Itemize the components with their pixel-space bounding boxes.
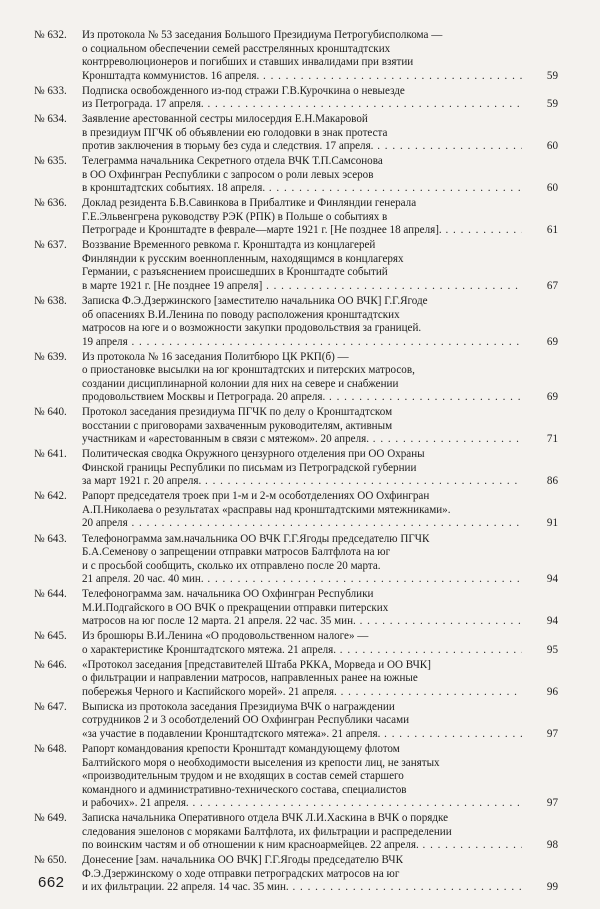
page-reference: 94 xyxy=(546,573,558,586)
title-line: продовольствием Москвы и Петрограда. 20 апреля. . . . xyxy=(82,391,522,405)
title-line: о приостановке высылки на юг кронштадтских и питерских матросов, xyxy=(82,364,415,377)
title-line: восстании с приговорами захваченным руководителям, активным xyxy=(82,419,393,432)
page-reference: 97 xyxy=(546,727,558,740)
toc-entry xyxy=(0,743,600,811)
title-line: А.П.Николаева о результатах «расправы над кронштадтскими мятежниками». xyxy=(82,503,451,516)
toc-entry xyxy=(0,701,600,742)
page-reference: 59 xyxy=(546,98,558,111)
page-reference: 97 xyxy=(546,797,558,809)
page-reference: 96 xyxy=(546,685,558,698)
document-number: № 643. xyxy=(34,532,67,545)
title-line: Петрограде и Кронштадте в феврале—марте 1921 г. [Не позднее 18 апреля]. . . . xyxy=(82,224,522,238)
title-line: 19 апреля . . . xyxy=(82,336,522,350)
title-line: против заключения в тюрьму без суда и следствия. 17 апреля. . . . xyxy=(82,140,522,154)
page-reference: 69 xyxy=(546,391,558,404)
title-line: контрреволюционеров и погибших и ставших инвалидами при взятии xyxy=(82,56,414,68)
page-reference: 94 xyxy=(546,615,558,628)
title-line: и рабочих». 21 апреля. . . . xyxy=(82,797,522,811)
document-number: № 640. xyxy=(34,406,67,419)
page-reference: 99 xyxy=(546,881,558,894)
title-line: Политическая сводка Окружного цензурного отделения при ОО Охраны xyxy=(82,448,425,461)
document-title xyxy=(82,29,522,83)
document-number: № 639. xyxy=(34,350,67,363)
document-number: № 635. xyxy=(34,155,67,168)
title-line: Из брошюры В.И.Ленина «О продовольственном налоге» — xyxy=(82,630,369,643)
toc-entry xyxy=(0,588,600,629)
title-line: в кронштадтских событиях. 18 апреля. . . . xyxy=(82,182,522,196)
title-line: побережья Черного и Каспийского морей». 21 апреля. . . . xyxy=(82,686,522,700)
document-number: № 649. xyxy=(34,812,67,825)
document-number: № 645. xyxy=(34,630,67,643)
document-title xyxy=(82,406,522,447)
title-line: матросов на юг после 12 марта. 21 апреля. 22 час. 35 мин. . . . xyxy=(82,615,522,629)
title-line: М.И.Подгайского в ОО ВЧК о прекращении отправки питерских xyxy=(82,601,389,614)
title-line: Донесение [зам. начальника ОО ВЧК] Г.Г.Ягоды председателю ВЧК xyxy=(82,854,403,867)
toc-entry xyxy=(0,239,600,293)
title-line: Ф.Э.Дзержинскому о ходе отправки петроградских матросов на юг xyxy=(82,867,400,880)
document-title xyxy=(82,351,522,405)
title-line: командного и административно-технического состава, специалистов xyxy=(82,783,407,796)
title-line: в ОО Охфингран Республики с запросом о роли левых эсеров xyxy=(82,168,374,181)
document-number: № 641. xyxy=(34,448,67,461)
document-title xyxy=(82,85,522,112)
title-line: сотрудников 2 и 3 особотделений ОО Охфингран Республики часами xyxy=(82,714,410,727)
toc-entry xyxy=(0,659,600,700)
document-number: № 637. xyxy=(34,239,67,252)
document-number: № 650. xyxy=(34,854,67,867)
title-line: Записка Ф.Э.Дзержинского [заместителю начальника ОО ВЧК] Г.Г.Ягоде xyxy=(82,295,428,308)
page-reference: 61 xyxy=(546,224,558,237)
document-title xyxy=(82,812,522,853)
title-line: «производительным трудом и не входящих в состав семей старшего xyxy=(82,770,404,782)
title-line: Телефонограмма зам. начальника ОО Охфингран Республики xyxy=(82,588,374,601)
title-line: по воинским частям и об отношении к ним красноармейцев. 22 апреля. . . . xyxy=(82,839,522,853)
document-number: № 634. xyxy=(34,113,67,126)
title-line: из Петрограда. 17 апреля. . . . xyxy=(82,98,522,112)
document-number: № 646. xyxy=(34,658,67,671)
title-line: Подписка освобожденного из-под стражи Г.В.Курочкина о невыезде xyxy=(82,84,405,97)
toc-entry xyxy=(0,85,600,112)
document-title xyxy=(82,490,522,531)
document-title xyxy=(82,659,522,700)
toc-entry xyxy=(0,351,600,405)
toc-entry xyxy=(0,29,600,83)
document-title xyxy=(82,588,522,629)
page-reference: 91 xyxy=(546,517,558,530)
table-of-contents xyxy=(0,29,600,896)
title-line: 20 апреля . . . xyxy=(82,517,522,531)
title-line: Телефонограмма зам.начальника ОО ВЧК Г.Г.Ягоды председателю ПГЧК xyxy=(82,532,430,545)
document-title xyxy=(82,854,522,895)
title-line: Выписка из протокола заседания Президиума ВЧК о награждении xyxy=(82,700,395,713)
toc-entry xyxy=(0,490,600,531)
title-line: Протокол заседания президиума ПГЧК по делу о Кронштадтском xyxy=(82,406,393,419)
page-reference: 60 xyxy=(546,182,558,195)
page-reference: 71 xyxy=(546,433,558,446)
document-number: № 647. xyxy=(34,700,67,713)
title-line: Рапорт командования крепости Кронштадт командующему флотом xyxy=(82,743,400,755)
title-line: о фильтрации и направлении матросов, направленных ранее на южные xyxy=(82,672,418,685)
toc-entry xyxy=(0,113,600,154)
title-line: Балтийского моря о необходимости выселения из крепости лиц, не занятых xyxy=(82,756,440,769)
document-number: № 648. xyxy=(34,743,67,755)
toc-entry xyxy=(0,295,600,349)
document-title xyxy=(82,295,522,349)
title-line: создании дисциплинарной колонии для них на севере и снабжении xyxy=(82,377,399,390)
toc-entry xyxy=(0,406,600,447)
toc-entry xyxy=(0,197,600,238)
document-title xyxy=(82,630,522,657)
title-line: Кронштадта коммунистов. 16 апреля. . . . xyxy=(82,70,522,84)
document-number: № 642. xyxy=(34,490,67,503)
title-line: о социальном обеспечении семей расстрелянных кронштадтских xyxy=(82,42,391,55)
title-line: следования эшелонов с моряками Балтфлота, их фильтрации и распределении xyxy=(82,825,452,838)
page-reference: 95 xyxy=(546,643,558,656)
document-number: № 636. xyxy=(34,197,67,210)
title-line: Воззвание Временного ревкома г. Кронштадта из концлагерей xyxy=(82,239,376,252)
page-reference: 60 xyxy=(546,140,558,153)
title-line: матросов на юге и о возможности закупки продовольствия за границей. xyxy=(82,322,422,335)
document-number: № 638. xyxy=(34,295,67,308)
title-line: и их фильтрации. 22 апреля. 14 час. 35 мин. . . . xyxy=(82,881,522,895)
document-title xyxy=(82,113,522,154)
toc-entry xyxy=(0,630,600,657)
title-line: Записка начальника Оперативного отдела ВЧК Л.И.Хаскина в ВЧК о порядке xyxy=(82,812,449,825)
page-number: 662 xyxy=(38,874,65,891)
title-line: «Протокол заседания [представителей Штаба РККА, Морведа и ОО ВЧК] xyxy=(82,658,431,671)
page-reference: 86 xyxy=(546,475,558,488)
title-line: 21 апреля. 20 час. 40 мин. . . . xyxy=(82,573,522,587)
title-line: Заявление арестованной сестры милосердия Е.Н.Макаровой xyxy=(82,113,368,126)
page-reference: 69 xyxy=(546,335,558,348)
title-line: Г.Е.Эльвенгрена руководству РЭК (РПК) в Польше о событиях в xyxy=(82,210,388,223)
document-title xyxy=(82,743,522,811)
document-title xyxy=(82,239,522,293)
title-line: Финляндии к русским военнопленным, находящимся в концлагерях xyxy=(82,252,404,265)
title-line: Телеграмма начальника Секретного отдела ВЧК Т.П.Самсонова xyxy=(82,155,383,168)
toc-entry xyxy=(0,854,600,895)
document-number: № 632. xyxy=(34,29,67,41)
title-line: о характеристике Кронштадтского мятежа. 21 апреля. . . . xyxy=(82,644,522,658)
title-line: Доклад резидента Б.В.Савинкова в Прибалтике и Финляндии генерала xyxy=(82,197,417,210)
page-reference: 98 xyxy=(546,839,558,852)
title-line: в президиум ПГЧК об объявлении ею голодовки в знак протеста xyxy=(82,126,388,139)
title-line: Из протокола № 16 заседания Политбюро ЦК РКП(б) — xyxy=(82,350,349,363)
document-title xyxy=(82,197,522,238)
document-title xyxy=(82,701,522,742)
toc-entry xyxy=(0,812,600,853)
document-title xyxy=(82,533,522,587)
title-line: Из протокола № 53 заседания Большого Президиума Петрогубисполкома — xyxy=(82,29,443,41)
title-line: и с просьбой сообщить, сколько их отправлено после 20 марта. xyxy=(82,559,381,572)
page-reference: 67 xyxy=(546,279,558,292)
title-line: Финской границы Республики по письмам из Петроградской губернии xyxy=(82,461,417,474)
title-line: Б.А.Семенову о запрещении отправки матросов Балтфлота на юг xyxy=(82,546,391,559)
title-line: «за участие в подавлении Кронштадтского мятежа». 21 апреля. . . . xyxy=(82,728,522,742)
document-number: № 644. xyxy=(34,588,67,601)
title-line: Германии, с разъяснением происшедших в Кронштадте событий xyxy=(82,266,388,279)
title-line: участникам и «арестованным в связи с мятежом». 20 апреля. . . . xyxy=(82,433,522,447)
title-line: об опасениях В.И.Ленина по поводу расположения кронштадтских xyxy=(82,308,400,321)
toc-entry xyxy=(0,533,600,587)
page-reference: 59 xyxy=(546,69,558,82)
toc-entry xyxy=(0,448,600,489)
document-title xyxy=(82,448,522,489)
title-line: Рапорт председателя троек при 1-м и 2-м особотделениях ОО Охфингран xyxy=(82,490,430,503)
toc-entry xyxy=(0,155,600,196)
document-title xyxy=(82,155,522,196)
document-number: № 633. xyxy=(34,84,67,97)
title-line: в марте 1921 г. [Не позднее 19 апреля] . . . xyxy=(82,280,522,294)
title-line: за март 1921 г. 20 апреля. . . . xyxy=(82,475,522,489)
